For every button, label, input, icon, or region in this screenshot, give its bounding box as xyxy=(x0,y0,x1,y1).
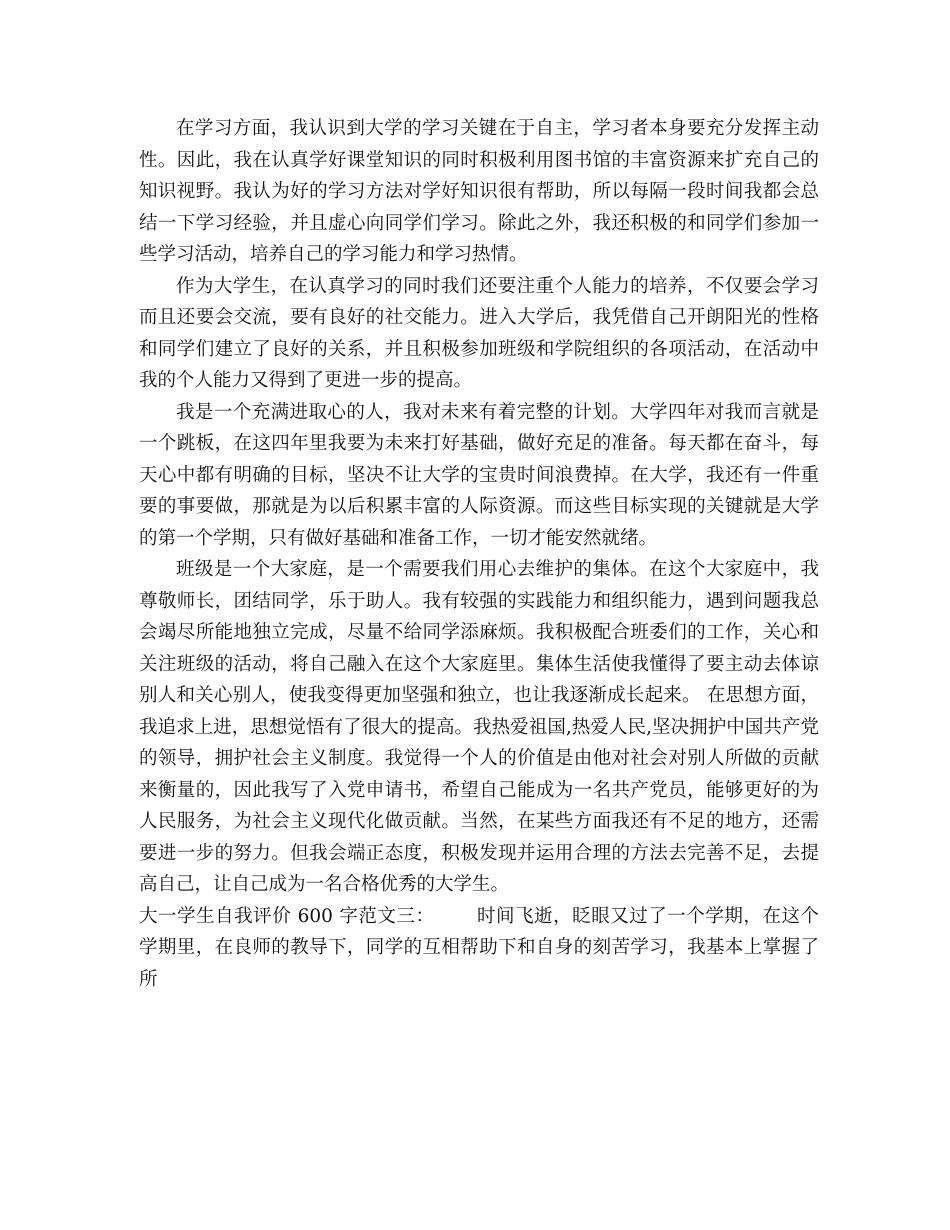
document-body xyxy=(139,113,819,995)
paragraph-abilities: 作为大学生，在认真学习的同时我们还要注重个人能力的培养，不仅要会学习而且还要会交流，要有良好的社交能力。进入大学后，我凭借自己开朗阳光的性格和同学们建立了良好的关系，并且积极参加班级和学院组织的各项活动，在活动中我的个人能力又得到了更进一步的提高。 xyxy=(139,275,819,391)
section-heading: 大一学生自我评价 600 字范文三： xyxy=(139,905,435,927)
section-three xyxy=(139,901,819,996)
section-heading-text: 时间飞逝，眨眼又过了一个学期，在这个学期里，在良师的教导下，同学的互相帮助下和自身的刻苦学习，我基本上掌握了所 xyxy=(139,905,819,990)
paragraph-study: 在学习方面，我认识到大学的学习关键在于自主，学习者本身要充分发挥主动性。因此，我在认真学好课堂知识的同时积极利用图书馆的丰富资源来扩充自己的知识视野。我认为好的学习方法对学好知识很有帮助，所以每隔一段时间我都会总结一下学习经验，并且虚心向同学们学习。除此之外，我还积极的和同学们参加一些学习活动，培养自己的学习能力和学习热情。 xyxy=(139,118,819,265)
paragraph-class-and-thought: 班级是一个大家庭，是一个需要我们用心去维护的集体。在这个大家庭中，我尊敬师长，团结同学，乐于助人。我有较强的实践能力和组织能力，遇到问题我总会竭尽所能地独立完成，尽量不给同学添麻烦。我积极配合班委们的工作，关心和关注班级的活动，将自己融入在这个大家庭里。集体生活使我懂得了要主动去体谅别人和关心别人，使我变得更加坚强和独立，也让我逐渐成长起来。 在思想方面，我追求上进，思想觉悟有了很大的提高。我热爱祖国,热爱人民,坚决拥护中国共产党的领导，拥护社会主义制度。我觉得一个人的价值是由他对社会对别人所做的贡献来衡量的，因此我写了入党申请书，希望自己能成为一名共产党员，能够更好的为人民服务，为社会主义现代化做贡献。当然，在某些方面我还有不足的地方，还需要进一步的努力。但我会端正态度，积极发现并运用合理的方法去完善不足，去提高自己，让自己成为一名合格优秀的大学生。 xyxy=(139,559,819,895)
paragraph-goals: 我是一个充满进取心的人，我对未来有着完整的计划。大学四年对我而言就是一个跳板，在这四年里我要为未来打好基础，做好充足的准备。每天都在奋斗，每天心中都有明确的目标，坚决不让大学的宝贵时间浪费掉。在大学，我还有一件重要的事要做，那就是为以后积累丰富的人际资源。而这些目标实现的关键就是大学的第一个学期，只有做好基础和准备工作，一切才能安然就绪。 xyxy=(139,401,819,549)
